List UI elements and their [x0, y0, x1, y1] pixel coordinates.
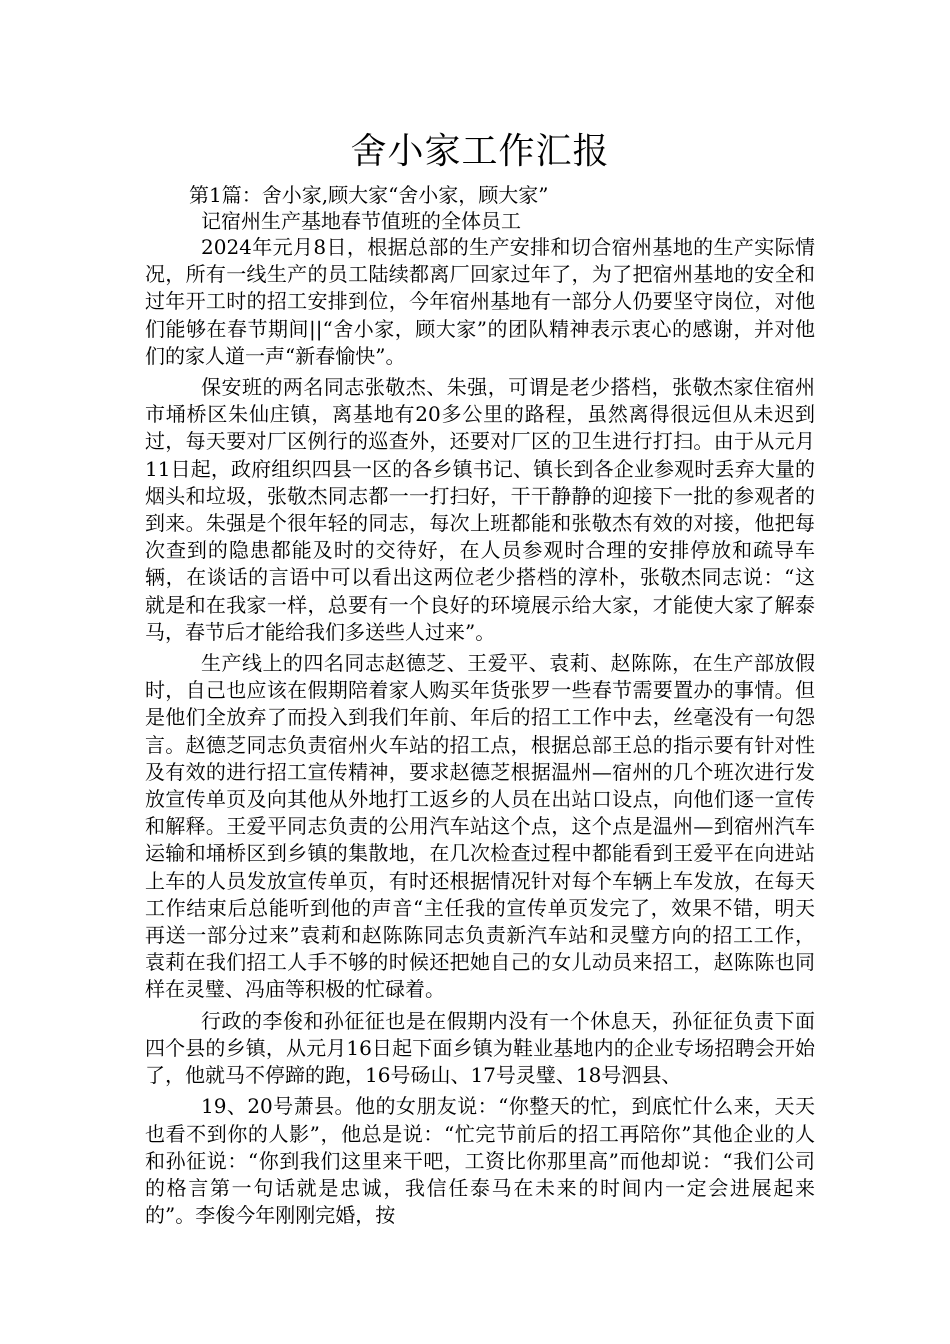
document-title: 舍小家工作汇报	[350, 131, 610, 172]
body-paragraph: 2024年元月8日，根据总部的生产安排和切合宿州基地的生产实际情况，所有一线生产的员工陆续都离厂回家过年了，为了把宿州基地的安全和过年开工时的招工安排到位，今年宿州基地有一部分人仍要坚守岗位，对他们能够在春节期间||“舍小家，顾大家”的团队精神表示衷心的感谢，并对他们的家人道一声“新春愉快”。	[145, 235, 815, 368]
body-paragraph: 19、20号萧县。他的女朋友说：“你整天的忙，到底忙什么来，天天也看不到你的人影”，他总是说：“忙完节前后的招工再陪你”其他企业的人和孙征说：“你到我们这里来干吧，工资比你那里高”而他却说：“我们公司的格言第一句话就是忠诚，我信任泰马在未来的时间内一定会进展起来的”。李俊今年刚刚完婚，按	[145, 1094, 815, 1228]
document-subtitle: 第1篇：舍小家,顾大家“舍小家，顾大家”	[189, 183, 549, 207]
body-paragraph: 保安班的两名同志张敬杰、朱强，可谓是老少搭档，张敬杰家住宿州市埇桥区朱仙庄镇，离基地有20多公里的路程，虽然离得很远但从未迟到过，每天要对厂区例行的巡查外，还要对厂区的卫生进行打扫。由于从元月11日起，政府组织四县一区的各乡镇书记、镇长到各企业参观时丢弃大量的烟头和垃圾，张敬杰同志都一一打扫好，干干静静的迎接下一批的参观者的到来。朱强是个很年轻的同志，每次上班都能和张敬杰有效的对接，他把每次查到的隐患都能及时的交待好，在人员参观时合理的安排停放和疏导车辆，在谈话的言语中可以看出这两位老少搭档的淳朴，张敬杰同志说：“这就是和在我家一样，总要有一个良好的环境展示给大家，才能使大家了解泰马，春节后才能给我们多送些人过来”。	[145, 375, 815, 644]
body-paragraph: 行政的李俊和孙征征也是在假期内没有一个休息天，孙征征负责下面四个县的乡镇，从元月16日起下面乡镇为鞋业基地内的企业专场招聘会开始了，他就马不停蹄的跑，16号砀山、17号灵璧、18号泗县、	[145, 1008, 815, 1088]
document-page	[145, 128, 815, 1233]
document-subline: 记宿州生产基地春节值班的全体员工	[201, 209, 521, 233]
body-paragraph: 生产线上的四名同志赵德芝、王爱平、袁莉、赵陈陈，在生产部放假时，自己也应该在假期陪着家人购买年货张罗一些春节需要置办的事情。但是他们全放弃了而投入到我们年前、年后的招工工作中去，丝毫没有一句怨言。赵德芝同志负责宿州火车站的招工点，根据总部王总的指示要有针对性及有效的进行招工宣传精神，要求赵德芝根据温州—宿州的几个班次进行发放宣传单页及向其他从外地打工返乡的人员在出站口设点，向他们逐一宣传和解释。王爱平同志负责的公用汽车站这个点，这个点是温州—到宿州汽车运输和埇桥区到乡镇的集散地，在几次检查过程中都能看到王爱平在向进站上车的人员发放宣传单页，有时还根据情况针对每个车辆上车发放，在每天工作结束后总能听到他的声音“主任我的宣传单页发完了，效果不错，明天再送一部分过来”袁莉和赵陈陈同志负责新汽车站和灵璧方向的招工工作，袁莉在我们招工人手不够的时候还把她自己的女儿动员来招工，赵陈陈也同样在灵璧、冯庙等积极的忙碌着。	[145, 651, 815, 1002]
